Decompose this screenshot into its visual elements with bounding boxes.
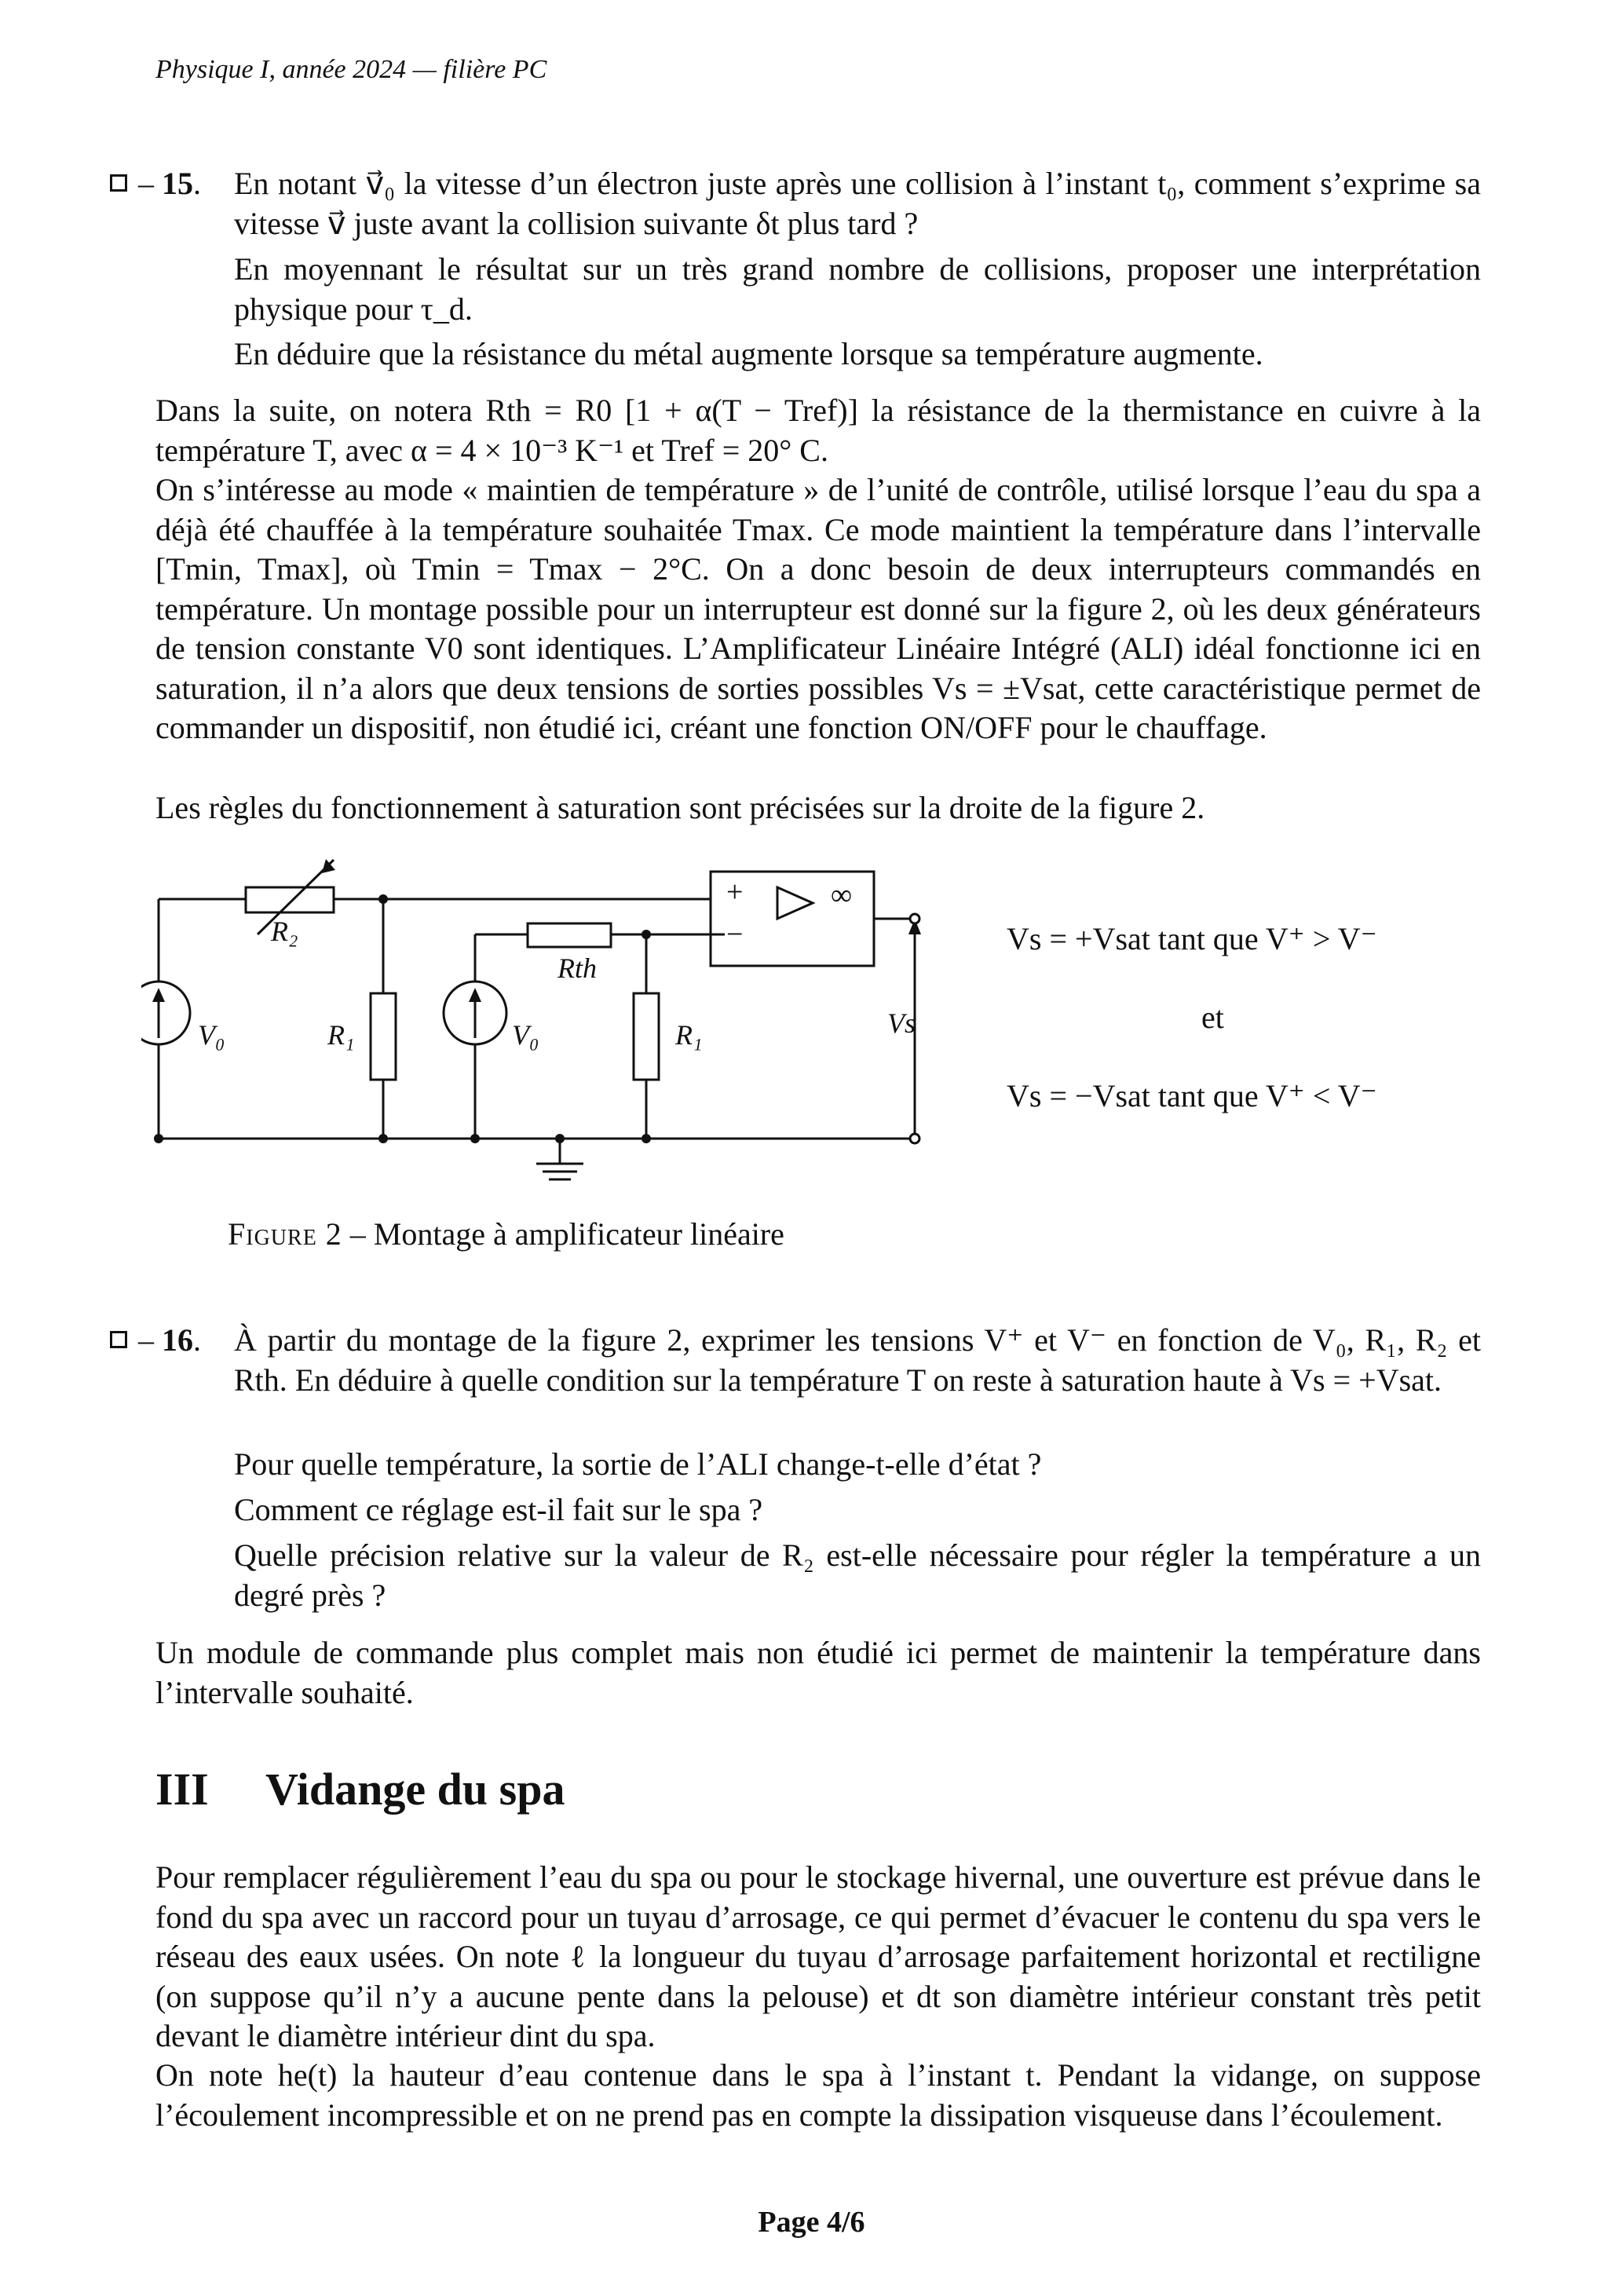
label-r1-left: R₁: [327, 1019, 355, 1051]
question-number-label: 15: [162, 166, 193, 201]
paragraph-maintien-temperature: On s’intéresse au mode « maintien de température » de l’unité de contrôle, utilisé lorsque l’eau du spa a déjà été chauffée à la température souhaitée Tmax. Ce mode maintient la température dans l’intervalle [Tmin, Tmax], où Tmin = Tmax − 2°C. On a donc besoin de deux interrupteurs commandés en température. Un montage possible pour un interrupteur est donné sur la figure 2, où les deux générateurs de tension constante V0 sont identiques. L’Amplificateur Linéaire Intégré (ALI) idéal fonctionne ici en saturation, il n’a alors que deux tensions de sorties possibles Vs = ±Vsat, cette caractéristique permet de commander un dispositif, non étudié ici, créant une fonction ON/OFF pour le chauffage.: [155, 472, 1481, 745]
question-number-16: – 16.: [138, 1322, 201, 1358]
checkbox-icon: [110, 1331, 127, 1348]
question-number-label: 16: [162, 1322, 193, 1358]
label-v0-right: V₀: [512, 1019, 539, 1051]
paragraph-thermistance: Dans la suite, on notera Rth = R0 [1 + α(T − Tref)] la résistance de la thermistance en cuivre à la température T, avec α = 4 × 10⁻³ K⁻¹ et Tref = 20° C.: [155, 393, 1481, 468]
figure-caption-label: Figure 2: [228, 1216, 342, 1252]
paragraph-regles: Les règles du fonctionnement à saturation sont précisées sur la droite de la figure 2.: [155, 790, 1205, 825]
section-heading: [155, 1763, 565, 1815]
label-vs: Vs: [887, 1007, 916, 1039]
q16-text-1: À partir du montage de la figure 2, exprimer les tensions V⁺ et V⁻ en fonction de V₀, R₁, R₂ et Rth. En déduire à quelle condition sur la température T on reste à saturation haute à Vs = +Vsat.: [234, 1322, 1481, 1398]
page-header: Physique I, année 2024 — filière PC: [155, 55, 547, 84]
question-number-15: – 15.: [138, 166, 201, 201]
label-r2: R₂: [271, 916, 298, 947]
paragraph-hauteur-eau: On note he(t) la hauteur d’eau contenue dans le spa à l’instant t. Pendant la vidange, on suppose l’écoulement incompressible et on ne prend pas en compte la dissipation visqueuse dans l’écoulement.: [155, 2057, 1481, 2133]
paragraph-module-commande: Un module de commande plus complet mais non étudié ici permet de maintenir la température dans l’intervalle souhaité.: [155, 1635, 1481, 1710]
q15-text-2: En moyennant le résultat sur un très grand nombre de collisions, proposer une interprétation physique pour τ_d.: [234, 251, 1481, 327]
section-number: III: [155, 1764, 209, 1815]
ali-minus: −: [726, 918, 744, 951]
q16-text-4: Quelle précision relative sur la valeur de R₂ est-elle nécessaire pour régler la température a un degré près ?: [234, 1537, 1481, 1613]
page-number: Page 4/6: [758, 2206, 865, 2239]
circuit-diagram: [141, 856, 942, 1201]
rule-saturation-high: Vs = +Vsat tant que V⁺ > V⁻: [1007, 921, 1377, 956]
section-title: Vidange du spa: [265, 1764, 565, 1815]
q15-text-1: En notant v⃗₀ la vitesse d’un électron juste après une collision à l’instant t₀, comment s’exprime sa vitesse v⃗ juste avant la collision suivante δt plus tard ?: [234, 166, 1481, 241]
paragraph-vidange: Pour remplacer régulièrement l’eau du spa ou pour le stockage hivernal, une ouverture est prévue dans le fond du spa avec un raccord pour un tuyau d’arrosage, ce qui permet d’évacuer le contenu du spa vers le réseau des eaux usées. On note ℓ la longueur du tuyau d’arrosage parfaitement horizontal et rectiligne (on suppose qu’il n’y a aucune pente dans la pelouse) et dt son diamètre intérieur constant très petit devant le diamètre intérieur dint du spa.: [155, 1859, 1481, 2053]
q16-text-2: Pour quelle température, la sortie de l’ALI change-t-elle d’état ?: [234, 1446, 1042, 1482]
label-v0-left: V₀: [198, 1019, 225, 1051]
label-r1-right: R₁: [675, 1019, 703, 1051]
figure-caption-text: – Montage à amplificateur linéaire: [342, 1216, 784, 1252]
rule-saturation-low: Vs = −Vsat tant que V⁺ < V⁻: [1007, 1078, 1377, 1113]
checkbox-icon: [110, 174, 127, 192]
ali-plus: +: [726, 876, 744, 909]
ali-infinity: ∞: [831, 879, 853, 912]
figure-caption: [228, 1216, 784, 1252]
q15-text-3: En déduire que la résistance du métal augmente lorsque sa température augmente.: [234, 336, 1263, 371]
q16-text-3: Comment ce réglage est-il fait sur le spa ?: [234, 1492, 763, 1527]
rule-and: et: [1201, 1000, 1224, 1035]
label-rth: Rth: [557, 952, 597, 984]
